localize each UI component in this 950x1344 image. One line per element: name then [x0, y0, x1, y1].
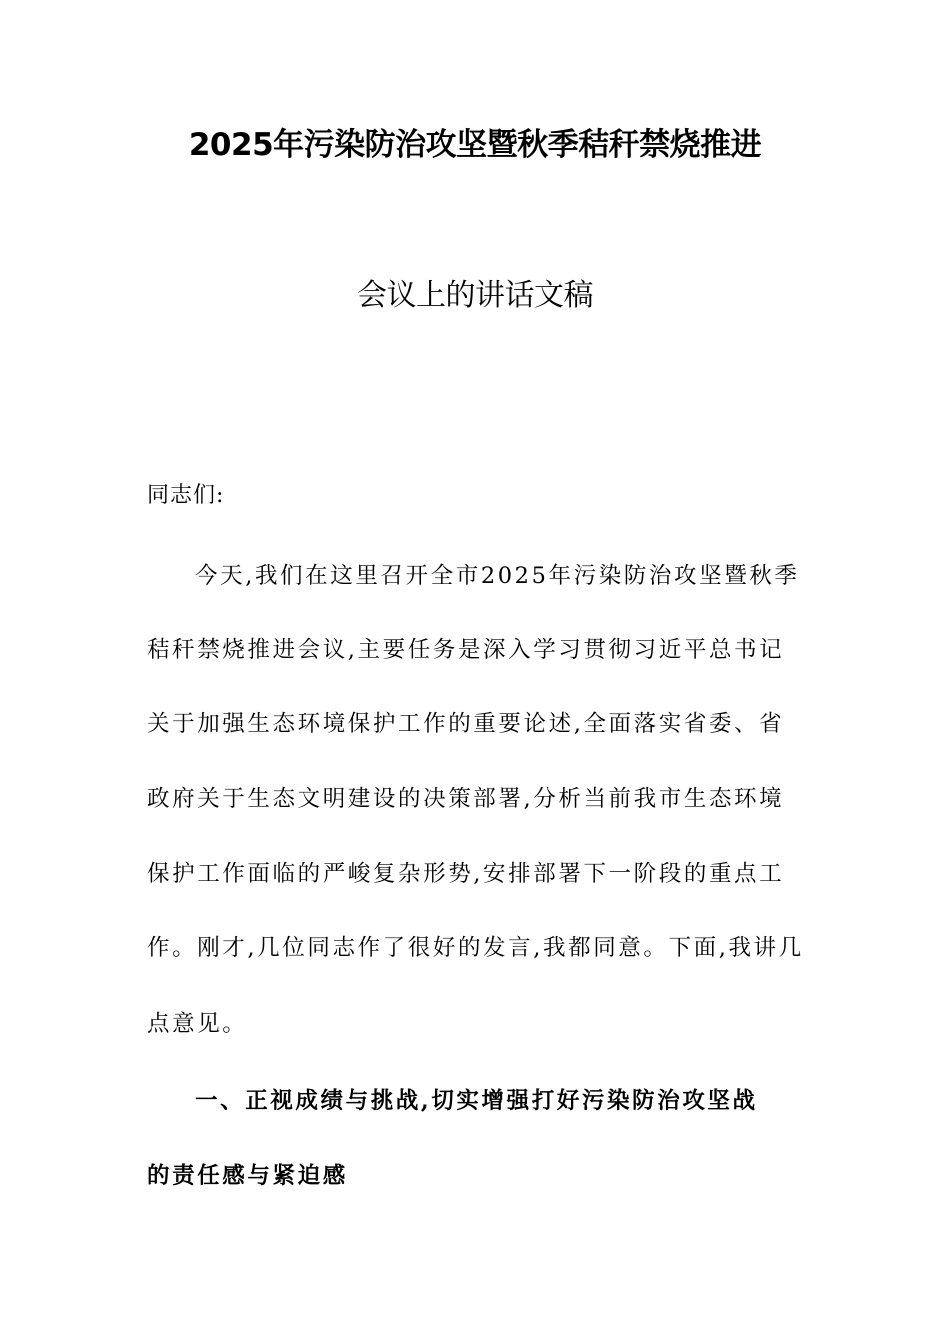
- paragraph-line: 政府关于生态文明建设的决策部署,分析当前我市生态环境: [147, 786, 785, 812]
- section-heading-line-2: 的责任感与紧迫感: [147, 1163, 348, 1189]
- paragraph-line: 关于加强生态环境保护工作的重要论述,全面落实省委、省: [147, 711, 785, 737]
- paragraph-line: 秸秆禁烧推进会议,主要任务是深入学习贯彻习近平总书记: [147, 637, 785, 663]
- paragraph-line: 今天,我们在这里召开全市2025年污染防治攻坚暨秋季: [195, 563, 800, 589]
- paragraph-line: 保护工作面临的严峻复杂形势,安排部署下一阶段的重点工: [147, 861, 785, 887]
- paragraph-line: 作。刚才,几位同志作了很好的发言,我都同意。下面,我讲几: [147, 935, 804, 961]
- salutation: 同志们:: [147, 483, 225, 508]
- document-title-line-1: 2025年污染防治攻坚暨秋季秸秆禁烧推进: [188, 127, 762, 163]
- document-title-line-2: 会议上的讲话文稿: [357, 278, 593, 313]
- paragraph-line: 点意见。: [147, 1011, 248, 1037]
- section-heading-line-1: 一、正视成绩与挑战,切实增强打好污染防治攻坚战: [195, 1088, 758, 1114]
